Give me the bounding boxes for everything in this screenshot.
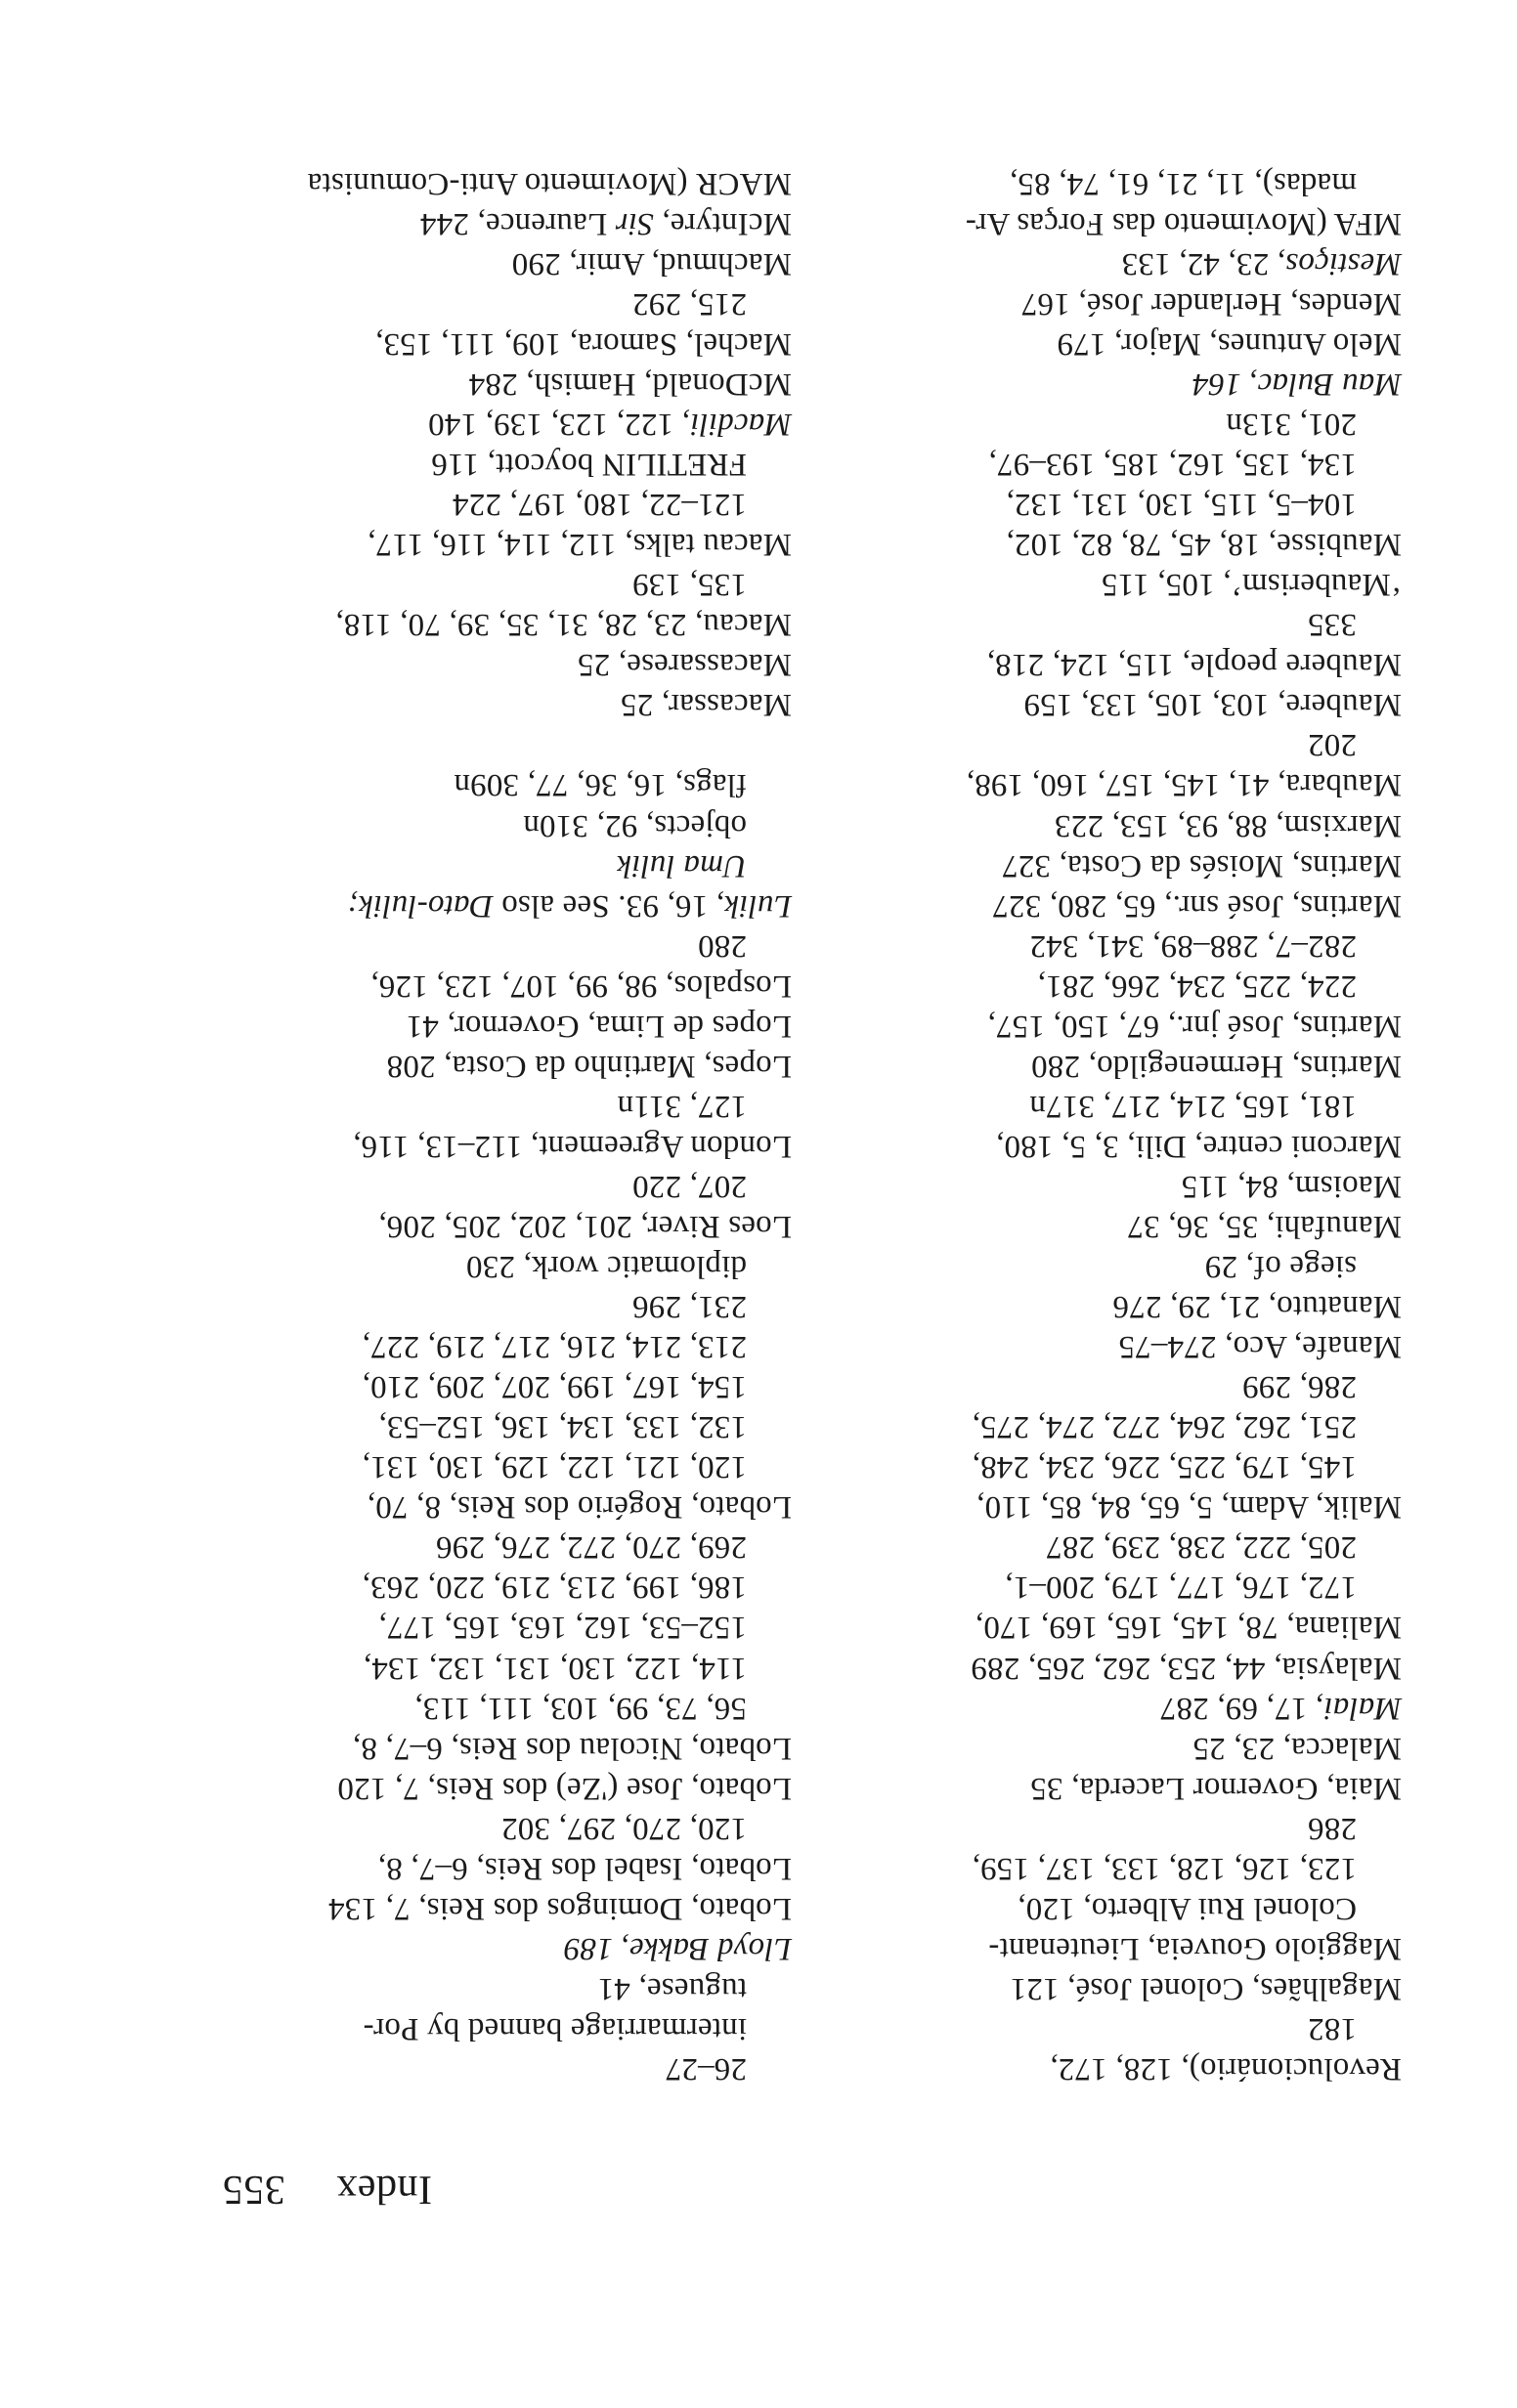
index-subentry-line: 286, 299 (1241, 1369, 1357, 1405)
index-subentry-line: 280 (697, 927, 747, 964)
index-entry-line: Macassar, 25 (620, 687, 792, 723)
index-subentry-line: 172, 176, 177, 179, 200–1, (1005, 1570, 1357, 1606)
index-subentry-line: 135, 139 (631, 567, 747, 603)
index-subentry-line: 181, 165, 214, 217, 317n (1029, 1088, 1357, 1124)
index-entry-line: Lobato, Nicolau dos Reis, 6–7, 8, (352, 1730, 792, 1766)
index-entry-line: Lospalos, 98, 99, 107, 123, 126, (370, 968, 792, 1004)
index-entry-line: Manafe, Aco, 274–75 (1118, 1329, 1402, 1365)
index-entry-line: McIntyre, Sir Laurence, 244 (419, 205, 792, 241)
index-entry-line: London Agreement, 112–13, 116, (353, 1128, 792, 1164)
index-subentry-line: 202 (1307, 727, 1357, 763)
index-entry-line: Machmud, Amir, 290 (511, 245, 792, 281)
index-entry-line: Maoism, 84, 115 (1181, 1168, 1402, 1204)
page-number: 355 (222, 2167, 285, 2212)
index-subentry-line: 127, 311n (617, 1088, 747, 1124)
index-entry-line: Macdili, 122, 123, 139, 140 (427, 407, 792, 443)
index-entry-line: Maggiolo Gouveia, Lieutenant- (988, 1930, 1402, 1966)
index-entry-line: Lopes, Martinho da Costa, 208 (386, 1048, 792, 1084)
index-subentry-line: 132, 133, 134, 136, 152–53, (378, 1409, 747, 1445)
index-entry-line: Manufahi, 35, 36, 37 (1127, 1209, 1402, 1245)
index-entry-line: Mau Bulac, 164 (1192, 366, 1402, 403)
running-head (168, 2166, 432, 2213)
index-subentry-line: 123, 126, 128, 133, 137, 159, (972, 1850, 1357, 1886)
index-subentry-line: 201, 313n (1226, 407, 1357, 443)
index-entry-line: Lopes de Lima, Governor, 41 (406, 1008, 792, 1044)
index-subentry-line: 207, 220 (631, 1168, 747, 1204)
index-entry-line: Lloyd Bakke, 189 (563, 1930, 792, 1966)
index-subentry-line: 182 (1307, 2010, 1357, 2046)
index-entry-line: MACR (Movimento Anti-Comunista (307, 165, 792, 201)
index-entry-line: Lobato, Rogério dos Reis, 8, 70, (367, 1489, 792, 1526)
index-entry-line: Martins, José snr., 65, 280, 327 (992, 887, 1402, 924)
index-entry-line: Malik, Adam, 5, 65, 84, 85, 110, (975, 1489, 1402, 1526)
index-entry-line: Lobato, Jose ('Ze) dos Reis, 7, 120 (337, 1770, 792, 1806)
index-entry-line: Malai, 17, 69, 287 (1159, 1690, 1402, 1726)
index-entry-line: Maubere people, 115, 124, 218, (986, 647, 1402, 683)
index-subentry-line: 104–5, 115, 130, 131, 132, (1006, 487, 1357, 523)
index-subentry-line: 26–27 (665, 2051, 747, 2086)
index-entry-line: Martins, Hermenegildo, 280 (1030, 1048, 1402, 1084)
index-subentry-line: 120, 270, 297, 302 (500, 1810, 747, 1846)
index-subentry-line: 231, 296 (631, 1289, 747, 1325)
index-subentry-line: 224, 225, 234, 266, 281, (1037, 968, 1357, 1004)
index-subentry-line: tuguese, 41 (597, 1970, 747, 2006)
index-subentry-line: 145, 179, 225, 226, 234, 248, (972, 1449, 1357, 1485)
index-entry-line: Loes River, 201, 202, 205, 206, (378, 1209, 792, 1245)
index-subentry-line: siege of, 29 (1204, 1249, 1357, 1285)
index-subentry-line: 205, 222, 238, 239, 287 (1045, 1529, 1357, 1566)
index-subentry-line: 213, 214, 216, 217, 219, 227, (362, 1329, 747, 1365)
index-subentry-line: FRETILIN boycott, 116 (431, 447, 747, 483)
index-entry-line: Melo Antunes, Major, 179 (1057, 325, 1402, 362)
index-subentry-line: diplomatic work, 230 (465, 1249, 747, 1285)
index-subentry-line: 286 (1307, 1810, 1357, 1846)
index-entry-line: Malacca, 23, 25 (1192, 1730, 1402, 1766)
index-subentry-line: Uma lulik (617, 847, 747, 883)
index-entry-line (195, 724, 792, 764)
index-subentry-line: 269, 270, 272, 276, 296 (435, 1529, 747, 1566)
index-entry-line: Machel, Samora, 109, 111, 153, (374, 325, 792, 362)
index-entry-line: McDonald, Hamish, 284 (468, 366, 792, 403)
index-subentry-line: 215, 292 (631, 285, 747, 322)
index-entry-line: Mestiços, 23, 42, 133 (1121, 245, 1402, 281)
index-entry-line: Manatuto, 21, 29, 276 (1112, 1289, 1402, 1325)
index-entry-line: Maubisse, 18, 45, 78, 82, 102, (1006, 527, 1402, 563)
index-subentry-line: objects, 92, 310n (523, 807, 747, 843)
index-entry-line: Mendes, Herlander José, 167 (1020, 285, 1402, 322)
index-entry-line: Marconi centre, Dili, 3, 5, 180, (995, 1128, 1402, 1164)
index-entry-line: ‘Mauberism’, 105, 115 (1101, 567, 1402, 603)
index-entry-line: Magalhães, Colonel José, 121 (1010, 1970, 1402, 2006)
index-entry-line: Lulik, 16, 93. See also Dato-lulik; (347, 887, 792, 924)
index-subentry-line: 282–7, 288–89, 341, 342 (1029, 927, 1357, 964)
index-entry-line: Martins, José jnr., 67, 150, 157, (987, 1008, 1402, 1044)
running-head-title: Index (335, 2167, 432, 2212)
index-column-left (815, 163, 1402, 2088)
index-entry-line: Lobato, Isabel dos Reis, 6–7, 8, (377, 1850, 792, 1886)
index-subentry-line: intermarriage banned by Por- (363, 2010, 747, 2046)
index-entry-line: Maia, Governor Lacerda, 35 (1030, 1770, 1402, 1806)
index-entry-line: Macau, 23, 28, 31, 35, 39, 70, 118, (335, 607, 792, 643)
index-entry-line: Maubara, 41, 145, 157, 160, 198, (966, 767, 1402, 803)
index-subentry-line: 335 (1307, 607, 1357, 643)
index-entry-line: MFA (Movimento das Forças Ar- (965, 205, 1402, 241)
index-subentry-line: 120, 121, 122, 129, 130, 131, (362, 1449, 747, 1485)
index-subentry-line: 251, 262, 264, 272, 274, 275, (972, 1409, 1357, 1445)
index-entry-line: Macassarese, 25 (577, 647, 792, 683)
index-subentry-line: madas), 11, 21, 61, 74, 85, (1009, 165, 1357, 201)
index-subentry-line: 152–53, 162, 163, 165, 177, (378, 1610, 747, 1646)
index-column-right (195, 163, 792, 2088)
index-entry-line: Lobato, Domingos dos Reis, 7, 134 (327, 1890, 792, 1926)
index-subentry-line: flags, 16, 36, 77, 309n (454, 767, 747, 803)
index-entry-line: Maliana, 78, 145, 165, 169, 170, (975, 1610, 1402, 1646)
index-subentry-line: 121–22, 180, 197, 224 (452, 487, 747, 523)
index-subentry-line: 56, 73, 99, 103, 111, 113, (414, 1690, 747, 1726)
index-subentry-line: 134, 135, 162, 185, 193–97, (988, 447, 1357, 483)
index-entry-line: Maubere, 103, 105, 133, 159 (1023, 687, 1402, 723)
index-entry-line: Marxism, 88, 93, 153, 223 (1054, 807, 1402, 843)
index-entry-line: Macau talks, 112, 114, 116, 117, (367, 527, 792, 563)
index-subentry-line: 114, 122, 130, 131, 132, 134, (363, 1650, 747, 1686)
index-subentry-line: 154, 167, 199, 207, 209, 210, (362, 1369, 747, 1405)
index-entry-line: Revolucionário), 128, 172, (1050, 2051, 1402, 2086)
index-entry-line: Martins, Moisés da Costa, 327 (1001, 847, 1402, 883)
index-subentry-line: 186, 199, 213, 219, 220, 263, (362, 1570, 747, 1606)
index-entry-line: Malaysia, 44, 253, 262, 265, 289 (971, 1650, 1402, 1686)
index-subentry-line: Colonel Rui Alberto, 120, (1018, 1890, 1357, 1926)
